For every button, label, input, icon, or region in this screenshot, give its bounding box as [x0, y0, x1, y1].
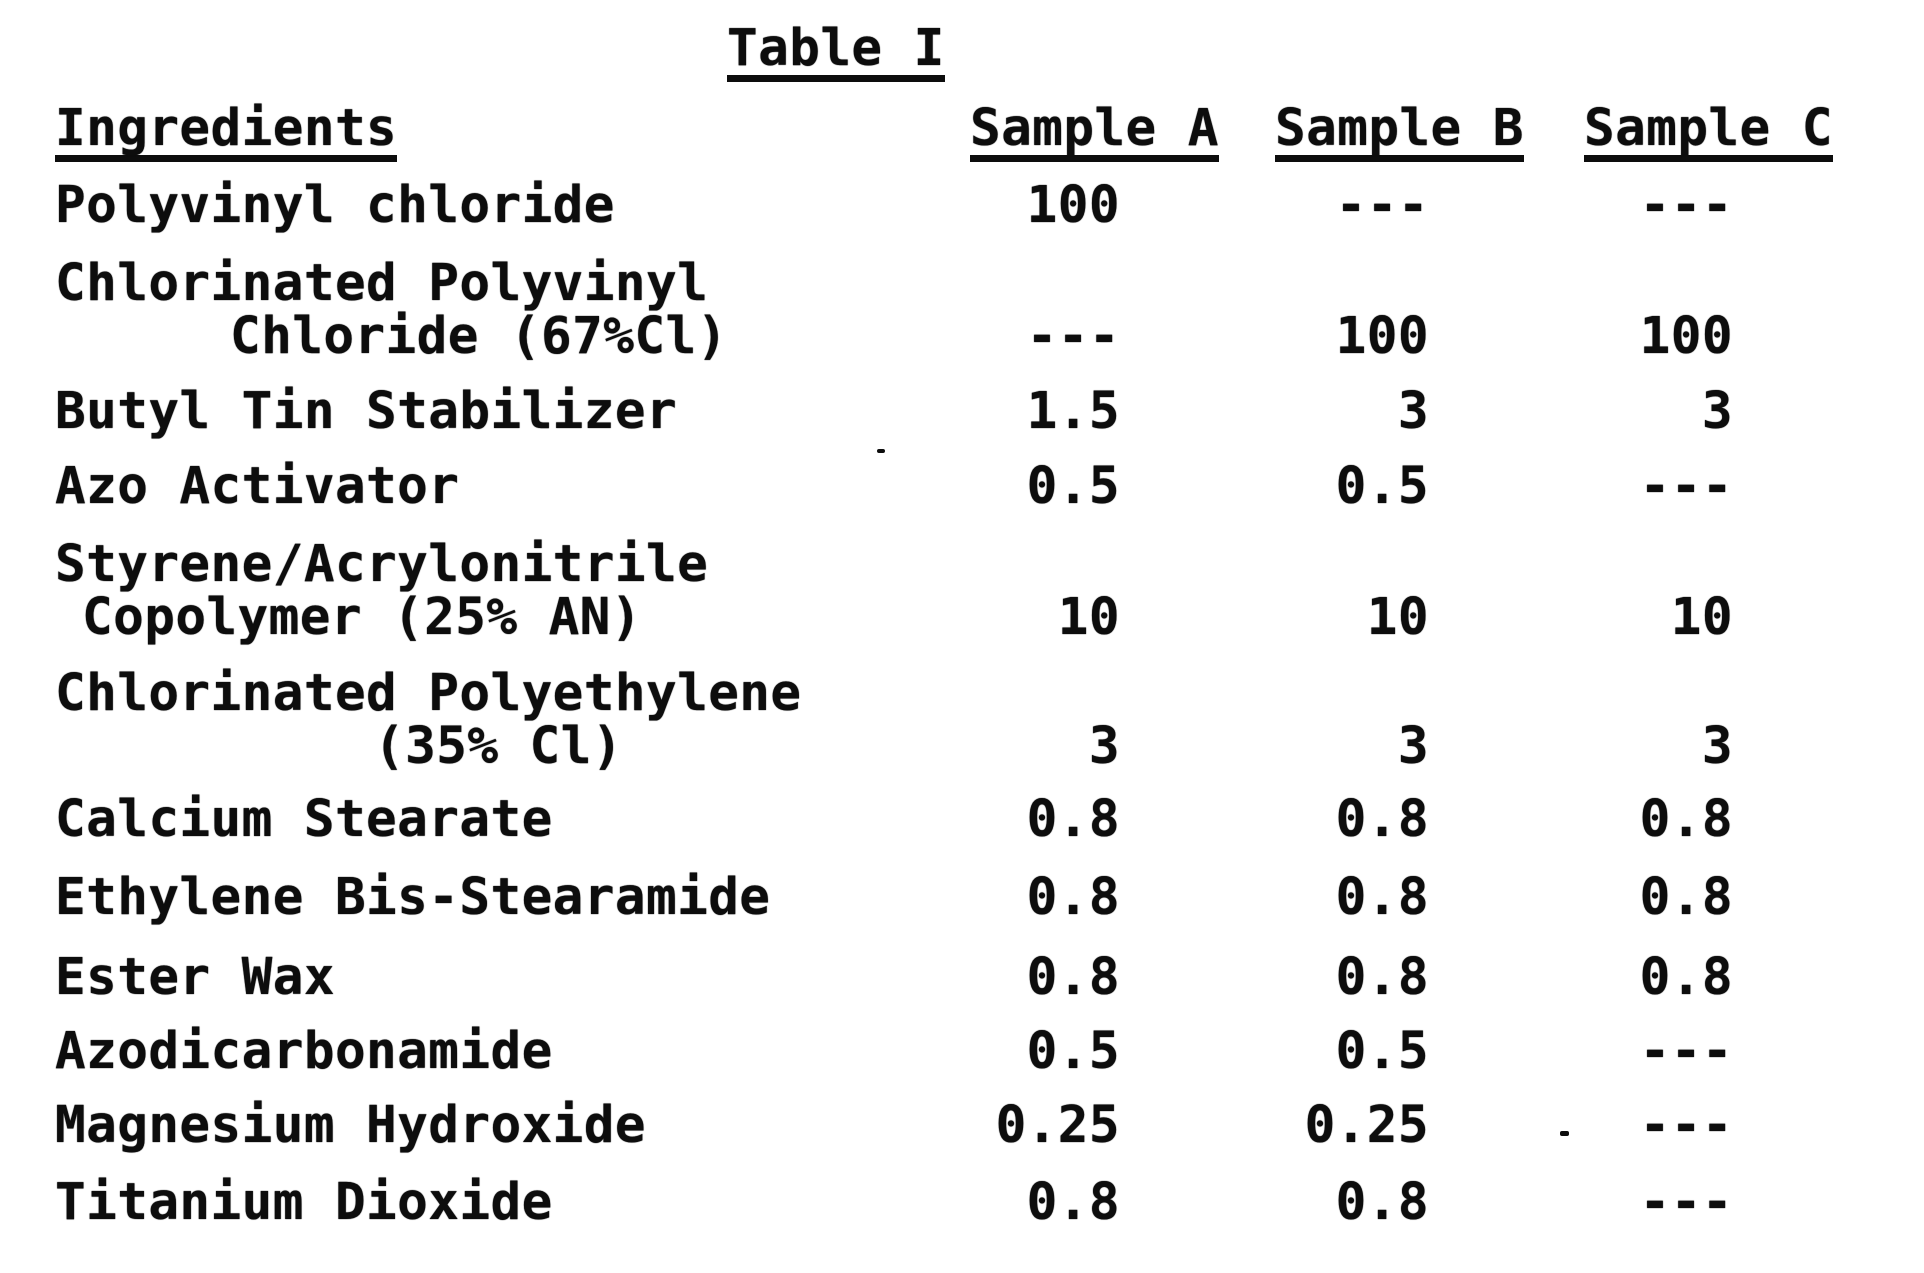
value-sample-c: --- — [1639, 1022, 1733, 1081]
value-sample-a: 0.5 — [1026, 457, 1120, 516]
value-sample-b: 10 — [1366, 588, 1429, 647]
table-row-chlorinated-polyethylene — [55, 664, 1733, 776]
value-sample-a: 1.5 — [1026, 382, 1120, 441]
ingredient-name — [55, 382, 970, 441]
ingredient-name — [55, 1173, 970, 1232]
ingredient-name-line1: Azo Activator — [55, 457, 460, 516]
column-header-sample-b: Sample B — [1275, 102, 1524, 162]
value-sample-c: --- — [1639, 1173, 1733, 1232]
value-sample-b: 0.8 — [1335, 1173, 1429, 1232]
ingredient-name — [55, 535, 970, 647]
column-header-sample-c: Sample C — [1584, 102, 1833, 162]
value-sample-c: 0.8 — [1639, 948, 1733, 1007]
value-sample-a: 0.25 — [995, 1096, 1120, 1155]
value-sample-a: 0.8 — [1026, 1173, 1120, 1232]
ingredient-name-line1: Butyl Tin Stabilizer — [55, 382, 678, 441]
ingredient-name-line1: Ethylene Bis-Stearamide — [55, 868, 771, 927]
table-row-chlorinated-polyvinyl-chloride — [55, 254, 1733, 366]
value-sample-b: 0.8 — [1335, 790, 1429, 849]
ingredient-name-line2: Copolymer (25% AN) — [82, 588, 642, 647]
ingredient-name — [55, 948, 970, 1007]
value-sample-a: 0.8 — [1026, 868, 1120, 927]
table-row-azo-activator — [55, 457, 1733, 516]
value-sample-a: 3 — [1088, 717, 1120, 776]
value-sample-b: 0.8 — [1335, 868, 1429, 927]
value-sample-b: 0.8 — [1335, 948, 1429, 1007]
value-sample-b: 100 — [1335, 307, 1429, 366]
table-row-titanium-dioxide — [55, 1173, 1733, 1232]
ingredient-name-line2: (35% Cl) — [374, 717, 623, 776]
table-title: Table I — [727, 22, 945, 82]
value-sample-c: --- — [1639, 457, 1733, 516]
value-sample-c: 0.8 — [1639, 868, 1733, 927]
value-sample-c: 3 — [1701, 382, 1733, 441]
value-sample-a: --- — [1026, 307, 1120, 366]
value-sample-c: 10 — [1670, 588, 1733, 647]
table-row-azodicarbonamide — [55, 1022, 1733, 1081]
value-sample-b: 0.5 — [1335, 1022, 1429, 1081]
ingredient-name-line2: Chloride (67%Cl) — [230, 307, 728, 366]
ingredient-name-line1: Chlorinated Polyvinyl — [55, 254, 709, 313]
value-sample-b: --- — [1335, 176, 1429, 235]
column-header-ingredients: Ingredients — [55, 102, 397, 162]
ingredient-name-line1: Ester Wax — [55, 948, 335, 1007]
ingredient-name — [55, 254, 970, 366]
ingredient-name — [55, 176, 970, 235]
table-row-butyl-tin-stabilizer — [55, 382, 1733, 441]
ingredient-name-line1: Titanium Dioxide — [55, 1173, 553, 1232]
ingredient-name-line1: Chlorinated Polyethylene — [55, 664, 802, 723]
ingredient-name-line1: Styrene/Acrylonitrile — [55, 535, 709, 594]
value-sample-a: 0.8 — [1026, 948, 1120, 1007]
value-sample-c: 100 — [1639, 307, 1733, 366]
value-sample-b: 0.25 — [1304, 1096, 1429, 1155]
value-sample-a: 0.8 — [1026, 790, 1120, 849]
table-row-styrene-acrylonitrile-copolymer — [55, 535, 1733, 647]
value-sample-a: 100 — [1026, 176, 1120, 235]
ingredient-name-line1: Magnesium Hydroxide — [55, 1096, 646, 1155]
ingredient-name — [55, 790, 970, 849]
ingredient-name-line1: Polyvinyl chloride — [55, 176, 615, 235]
value-sample-c: --- — [1639, 176, 1733, 235]
table-row-magnesium-hydroxide — [55, 1096, 1733, 1155]
table-row-ester-wax — [55, 948, 1733, 1007]
value-sample-c: 0.8 — [1639, 790, 1733, 849]
value-sample-a: 10 — [1057, 588, 1120, 647]
table-row-calcium-stearate — [55, 790, 1733, 849]
ingredient-name — [55, 1022, 970, 1081]
value-sample-c: --- — [1639, 1096, 1733, 1155]
ingredient-name — [55, 1096, 970, 1155]
scan-artifact-speck — [1560, 1131, 1569, 1136]
ingredient-name — [55, 664, 970, 776]
ingredient-name-line1: Azodicarbonamide — [55, 1022, 553, 1081]
ingredient-name-line1: Calcium Stearate — [55, 790, 553, 849]
table-row-polyvinyl-chloride — [55, 176, 1733, 235]
value-sample-b: 3 — [1397, 717, 1429, 776]
value-sample-b: 3 — [1397, 382, 1429, 441]
ingredient-name — [55, 457, 970, 516]
value-sample-b: 0.5 — [1335, 457, 1429, 516]
value-sample-c: 3 — [1701, 717, 1733, 776]
value-sample-a: 0.5 — [1026, 1022, 1120, 1081]
table-row-ethylene-bis-stearamide — [55, 868, 1733, 927]
scan-artifact-speck — [877, 449, 885, 453]
column-header-sample-a: Sample A — [970, 102, 1219, 162]
ingredient-name — [55, 868, 970, 927]
